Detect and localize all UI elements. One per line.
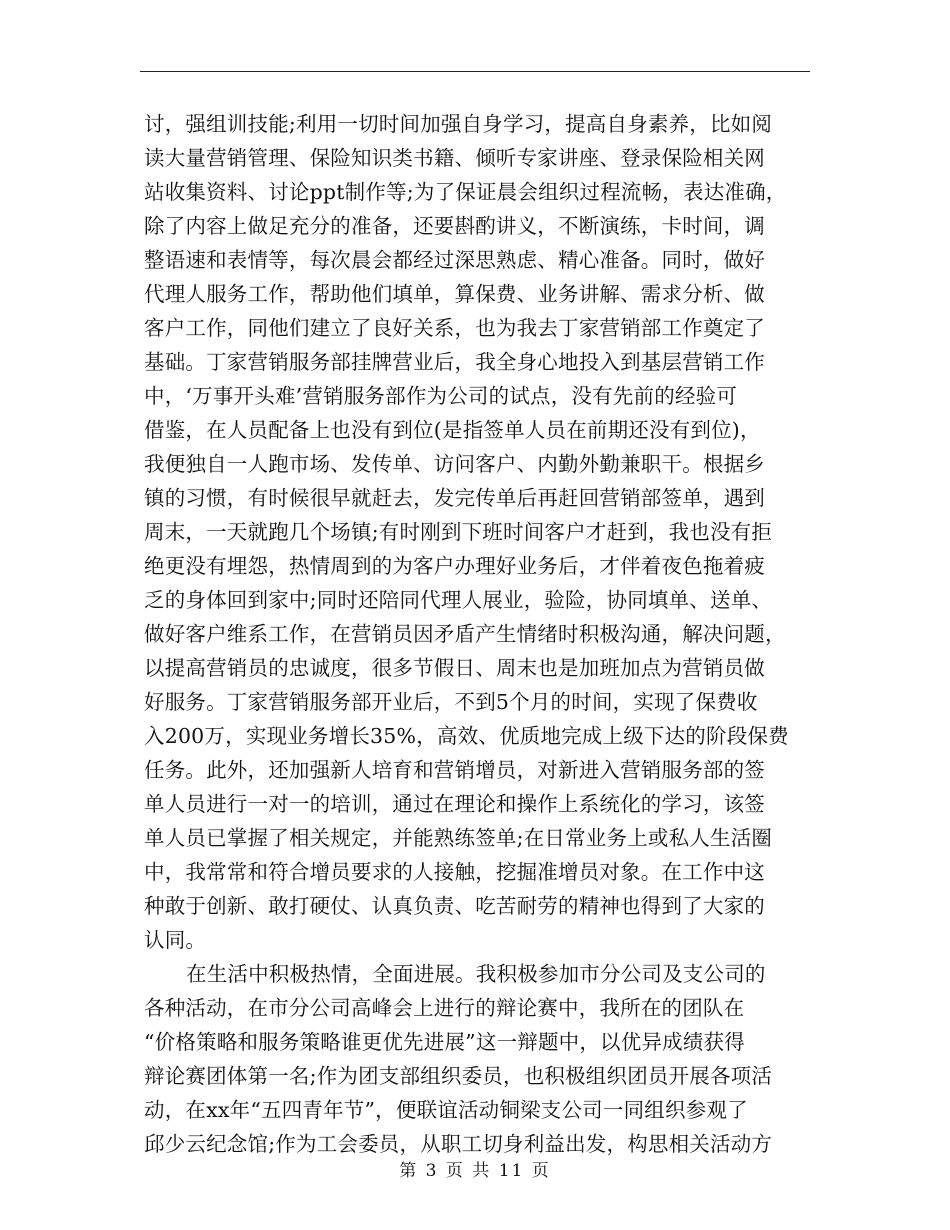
page-footer: 第 3 页 共 11 页 [399, 1161, 551, 1181]
text-line: 镇的习惯，有时候很早就赶去，发完传单后再赶回营销部签单，遇到 [144, 486, 765, 510]
text-line: 辩论赛团体第一名;作为团支部组织委员，也积极组织团员开展各项活 [144, 1064, 773, 1088]
text-line: 入200万，实现业务增长35%，高效、优质地完成上级下达的阶段保费 [144, 724, 789, 748]
text-line: “价格策略和服务策略谁更优先进展”这一辩题中，以优异成绩获得 [144, 1030, 745, 1054]
text-line: 任务。此外，还加强新人培育和营销增员，对新进入营销服务部的签 [144, 758, 765, 782]
text-line: 认同。 [144, 928, 207, 952]
text-line: 我便独自一人跑市场、发传单、访问客户、内勤外勤兼职干。根据乡 [144, 452, 765, 476]
text-line: 好服务。丁家营销服务部开业后，不到5个月的时间，实现了保费收 [144, 690, 758, 714]
text-line: 站收集资料、讨论ppt制作等;为了保证晨会组织过程流畅，表达准确， [144, 180, 787, 204]
text-line: 邱少云纪念馆;作为工会委员，从职工切身利益出发，构思相关活动方 [144, 1132, 773, 1156]
text-line: 讨，强组训技能;利用一切时间加强自身学习，提高自身素养，比如阅 [144, 112, 773, 136]
text-line: 乏的身体回到家中;同时还陪同代理人展业，验险，协同填单、送单、 [144, 588, 773, 612]
text-line: 各种活动，在市分公司高峰会上进行的辩论赛中，我所在的团队在 [144, 996, 745, 1020]
text-line: 单人员进行一对一的培训，通过在理论和操作上系统化的学习，该签 [144, 792, 765, 816]
text-line: 客户工作，同他们建立了良好关系，也为我去丁家营销部工作奠定了 [144, 316, 765, 340]
text-line: 以提高营销员的忠诚度，很多节假日、周末也是加班加点为营销员做 [144, 656, 765, 680]
text-line: 单人员已掌握了相关规定，并能熟练签单;在日常业务上或私人生活圈 [144, 826, 773, 850]
text-line: 中，我常常和符合增员要求的人接触，挖掘准增员对象。在工作中这 [144, 860, 765, 884]
text-line: 动，在xx年“五四青年节”，便联谊活动铜梁支公司一同组织参观了 [144, 1098, 748, 1122]
text-line: 借鉴，在人员配备上也没有到位(是指签单人员在前期还没有到位)， [144, 418, 761, 442]
text-line: 绝更没有埋怨，热情周到的为客户办理好业务后，才伴着夜色拖着疲 [144, 554, 765, 578]
text-line: 中，‘万事开头难’营销服务部作为公司的试点，没有先前的经验可 [144, 384, 738, 408]
document-body [144, 107, 814, 1161]
text-line: 基础。丁家营销服务部挂牌营业后，我全身心地投入到基层营销工作 [144, 350, 765, 374]
paragraph-start-line: 在生活中积极热情，全面进展。我积极参加市分公司及支公司的 [186, 962, 766, 986]
text-line: 代理人服务工作，帮助他们填单，算保费、业务讲解、需求分析、做 [144, 282, 765, 306]
text-line: 种敢于创新、敢打硬仗、认真负责、吃苦耐劳的精神也得到了大家的 [144, 894, 765, 918]
text-line: 整语速和表情等，每次晨会都经过深思熟虑、精心准备。同时，做好 [144, 248, 765, 272]
text-line: 周末，一天就跑几个场镇;有时刚到下班时间客户才赶到，我也没有拒 [144, 520, 773, 544]
text-line: 读大量营销管理、保险知识类书籍、倾听专家讲座、登录保险相关网 [144, 146, 765, 170]
text-line: 做好客户维系工作，在营销员因矛盾产生情绪时积极沟通，解决问题， [144, 622, 786, 646]
header-rule [140, 71, 810, 72]
text-line: 除了内容上做足充分的准备，还要斟酌讲义，不断演练，卡时间，调 [144, 214, 765, 238]
